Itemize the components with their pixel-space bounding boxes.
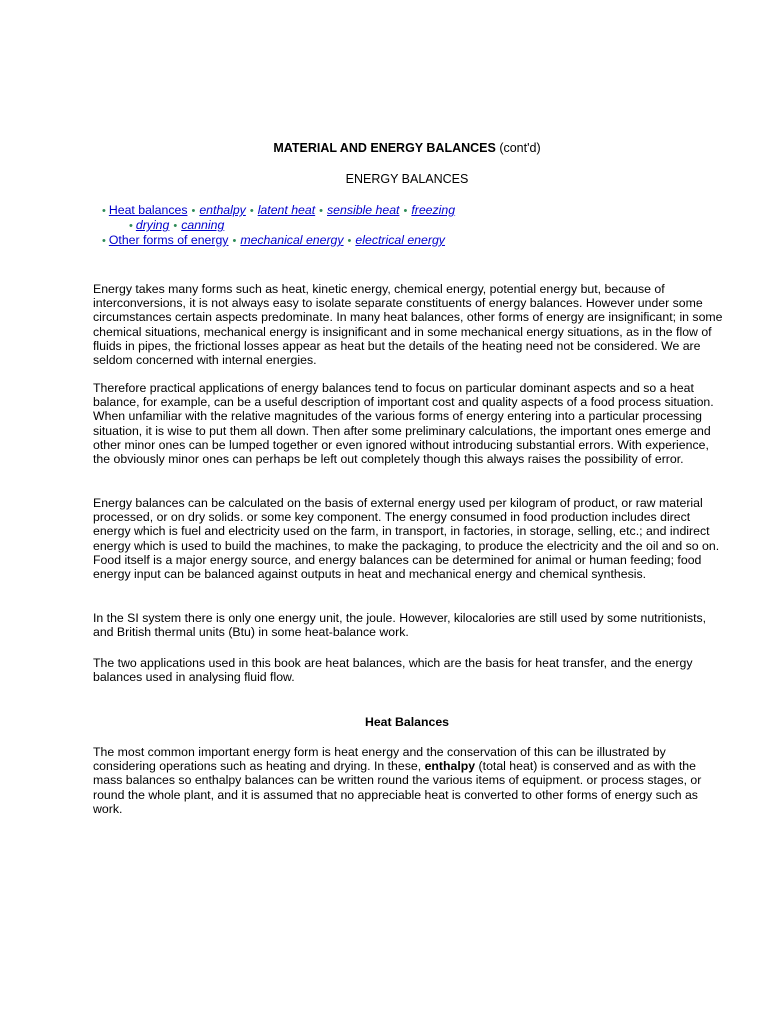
paragraph-applications: The two applications used in this book are heat balances, which are the basis for heat transfer, and the energy balances used in analysing fluid flow. xyxy=(93,656,693,685)
paragraph-energy-forms: Energy takes many forms such as heat, kinetic energy, chemical energy, potential energy but, because of interconversions, it is not always easy to isolate separate constituents of energy balances. However under some circumstances certain aspects predominate. In many heat balances, other forms of energy are insignificant; in some chemical situations, mechanical energy is insignificant and in some mechanical energy situations, as in the flow of fluids in pipes, the frictional losses appear as heat but the details of the heating need not be considered. We are seldom concerned with internal energies. xyxy=(93,282,723,368)
bullet-icon: • xyxy=(102,235,106,247)
page-title-suffix: (cont'd) xyxy=(495,141,541,155)
link-sensible-heat[interactable]: sensible heat xyxy=(327,203,400,217)
bullet-icon: • xyxy=(102,205,106,217)
link-electrical-energy[interactable]: electrical energy xyxy=(355,233,445,247)
term-enthalpy: enthalpy xyxy=(424,759,476,774)
separator-icon: • xyxy=(232,235,237,247)
separator-icon: • xyxy=(403,205,408,217)
paragraph-practical-applications: Therefore practical applications of energy balances tend to focus on particular dominant aspects and so a heat balance, for example, can be a useful description of important cost and quality aspects of a food process situation. When unfamiliar with the relative magnitudes of the various forms of energy entering into a particular processing situation, it is wise to put them all down. Then after some preliminary calculations, the important ones emerge and other minor ones can be lumped together or even ignored without introducing substantial errors. With experience, the obviously minor ones can perhaps be left out completely though this always raises the possibility of error. xyxy=(93,381,714,467)
heading-heat-balances: Heat Balances xyxy=(364,715,450,729)
page-title xyxy=(0,141,768,156)
toc-line-3 xyxy=(102,233,662,248)
bullet-icon: • xyxy=(129,220,133,232)
link-freezing[interactable]: freezing xyxy=(411,203,456,217)
paragraph-si-units: In the SI system there is only one energy unit, the joule. However, kilocalories are still used by some nutritionists, and British thermal units (Btu) in some heat-balance work. xyxy=(93,611,707,640)
paragraph-calculation-basis: Energy balances can be calculated on the basis of external energy used per kilogram of product, or raw material processed, or on dry solids. or some key component. The energy consumed in food production includes direct energy which is fuel and electricity used on the farm, in transport, in factories, in storage, selling, etc.; and indirect energy which is used to build the machines, to make the packaging, to produce the electricity and the oil and so on. Food itself is a major energy source, and energy balances can be determined for animal or human feeding; food energy input can be balanced against outputs in heat and mechanical energy and chemical synthesis. xyxy=(93,496,720,582)
toc-line-1 xyxy=(102,203,662,218)
separator-icon: • xyxy=(347,235,352,247)
toc-line-2 xyxy=(102,218,662,233)
table-of-contents xyxy=(102,203,662,248)
separator-icon: • xyxy=(191,205,196,217)
link-latent-heat[interactable]: latent heat xyxy=(257,203,316,217)
separator-icon: • xyxy=(173,220,178,232)
section-subtitle: ENERGY BALANCES xyxy=(345,172,469,186)
paragraph-heat-energy xyxy=(93,745,723,816)
link-enthalpy[interactable]: enthalpy xyxy=(199,203,246,217)
link-canning[interactable]: canning xyxy=(181,218,225,232)
separator-icon: • xyxy=(249,205,254,217)
paragraph-heat-energy-part-a: The most common important energy form is heat energy and the conservation of this can be illustrated by considering operations such as heating and drying. In these, xyxy=(93,745,666,774)
link-drying[interactable]: drying xyxy=(135,218,170,232)
link-heat-balances[interactable]: Heat balances xyxy=(108,203,188,217)
link-other-forms-of-energy[interactable]: Other forms of energy xyxy=(108,233,229,247)
link-mechanical-energy[interactable]: mechanical energy xyxy=(240,233,344,247)
paragraph-heat-energy-part-b: (total heat) is conserved and as with the mass balances so enthalpy balances can be written round the various items of equipment. or process stages, or round the whole plant, and it is assumed that no appreciable heat is converted to other forms of energy such as work. xyxy=(93,759,702,816)
page-title-main: MATERIAL AND ENERGY BALANCES xyxy=(273,141,496,155)
separator-icon: • xyxy=(319,205,323,217)
